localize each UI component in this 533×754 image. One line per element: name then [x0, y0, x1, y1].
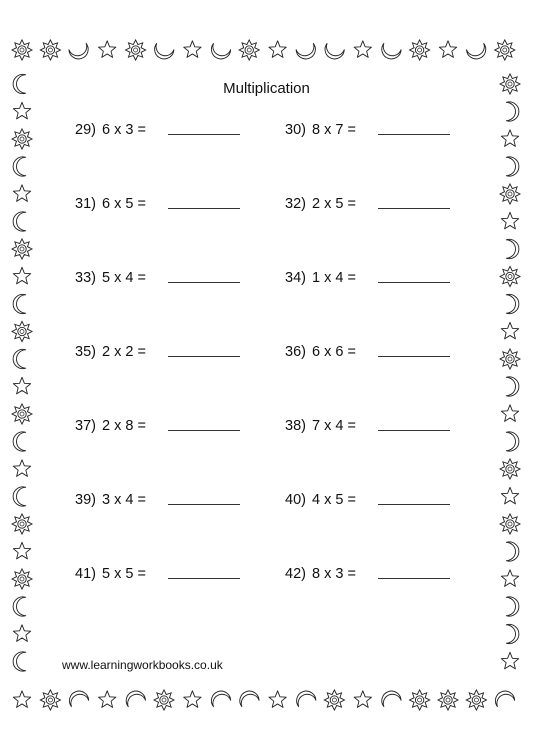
problem-number: 35)	[75, 344, 96, 360]
star-icon	[269, 691, 286, 708]
sun-icon	[410, 690, 430, 710]
answer-blank[interactable]	[168, 578, 240, 579]
problem-expression: 8 x 7 =	[312, 122, 356, 138]
answer-blank[interactable]	[378, 430, 450, 431]
sun-icon	[40, 40, 60, 60]
moon-icon	[69, 43, 91, 61]
sun-icon	[500, 349, 520, 369]
moon-icon	[13, 157, 26, 176]
star-icon	[13, 377, 30, 394]
star-icon	[13, 542, 30, 559]
moon-icon	[322, 43, 344, 61]
moon-icon	[466, 43, 488, 61]
moon-icon	[13, 212, 26, 231]
problem-expression: 1 x 4 =	[312, 270, 356, 286]
star-icon	[98, 41, 115, 58]
problem-expression: 4 x 5 =	[312, 492, 356, 508]
sun-icon	[495, 40, 515, 60]
problem-number: 31)	[75, 196, 96, 212]
answer-blank[interactable]	[378, 208, 450, 209]
problem-number: 39)	[75, 492, 96, 508]
star-icon	[13, 691, 30, 708]
answer-blank[interactable]	[378, 134, 450, 135]
sun-icon	[12, 40, 32, 60]
star-icon	[13, 185, 30, 202]
answer-blank[interactable]	[168, 282, 240, 283]
star-icon	[184, 41, 201, 58]
star-icon	[501, 322, 518, 339]
answer-blank[interactable]	[168, 430, 240, 431]
problem-expression: 2 x 2 =	[102, 344, 146, 360]
sun-icon	[12, 321, 32, 341]
sun-icon	[40, 690, 60, 710]
sun-icon	[12, 404, 32, 424]
star-icon	[501, 405, 518, 422]
sun-icon	[500, 184, 520, 204]
problem-number: 38)	[285, 418, 306, 434]
moon-icon	[209, 43, 231, 61]
moon-icon	[13, 597, 26, 616]
moon-icon	[506, 624, 519, 643]
moon-icon	[67, 688, 89, 706]
star-icon	[13, 460, 30, 477]
moon-icon	[506, 102, 519, 121]
moon-icon	[152, 43, 174, 61]
moon-icon	[493, 688, 515, 706]
problem-number: 42)	[285, 566, 306, 582]
moon-icon	[13, 487, 26, 506]
problem-number: 30)	[285, 122, 306, 138]
problem-expression: 5 x 4 =	[102, 270, 146, 286]
problem-expression: 8 x 3 =	[312, 566, 356, 582]
sun-icon	[12, 514, 32, 534]
sun-icon	[500, 459, 520, 479]
sun-icon	[466, 690, 486, 710]
moon-icon	[506, 239, 519, 258]
moon-icon	[124, 688, 146, 706]
moon-icon	[506, 294, 519, 313]
sun-icon	[239, 40, 259, 60]
answer-blank[interactable]	[378, 504, 450, 505]
star-icon	[501, 130, 518, 147]
star-icon	[439, 41, 456, 58]
problem-number: 41)	[75, 566, 96, 582]
problem-expression: 7 x 4 =	[312, 418, 356, 434]
problem-number: 40)	[285, 492, 306, 508]
moon-icon	[13, 294, 26, 313]
sun-icon	[12, 239, 32, 259]
star-icon	[269, 41, 286, 58]
problem-expression: 6 x 5 =	[102, 196, 146, 212]
star-icon	[501, 212, 518, 229]
sun-icon	[438, 690, 458, 710]
sun-icon	[12, 569, 32, 589]
star-icon	[501, 487, 518, 504]
problem-expression: 5 x 5 =	[102, 566, 146, 582]
moon-icon	[294, 688, 316, 706]
moon-icon	[506, 377, 519, 396]
answer-blank[interactable]	[168, 208, 240, 209]
star-icon	[354, 691, 371, 708]
answer-blank[interactable]	[378, 356, 450, 357]
star-icon	[13, 102, 30, 119]
moon-icon	[506, 597, 519, 616]
problem-number: 32)	[285, 196, 306, 212]
star-icon	[501, 570, 518, 587]
answer-blank[interactable]	[168, 504, 240, 505]
moon-icon	[506, 432, 519, 451]
problem-number: 29)	[75, 122, 96, 138]
problem-number: 37)	[75, 418, 96, 434]
problem-number: 36)	[285, 344, 306, 360]
moon-icon	[506, 157, 519, 176]
moon-icon	[379, 43, 401, 61]
problem-expression: 6 x 3 =	[102, 122, 146, 138]
problem-expression: 2 x 8 =	[102, 418, 146, 434]
answer-blank[interactable]	[168, 134, 240, 135]
problem-expression: 6 x 6 =	[312, 344, 356, 360]
sun-icon	[500, 266, 520, 286]
star-icon	[13, 625, 30, 642]
sun-icon	[126, 40, 146, 60]
star-icon	[13, 267, 30, 284]
moon-icon	[237, 688, 259, 706]
star-icon	[354, 41, 371, 58]
sun-icon	[324, 690, 344, 710]
star-icon	[98, 691, 115, 708]
sun-icon	[500, 514, 520, 534]
problem-number: 34)	[285, 270, 306, 286]
problem-expression: 2 x 5 =	[312, 196, 356, 212]
sun-icon	[154, 690, 174, 710]
footer-url: www.learningworkbooks.co.uk	[62, 658, 223, 672]
moon-icon	[209, 688, 231, 706]
sun-icon	[12, 129, 32, 149]
answer-blank[interactable]	[378, 578, 450, 579]
moon-icon	[379, 688, 401, 706]
problem-number: 33)	[75, 270, 96, 286]
moon-icon	[13, 652, 26, 671]
moon-icon	[13, 432, 26, 451]
moon-icon	[13, 349, 26, 368]
problem-expression: 3 x 4 =	[102, 492, 146, 508]
sun-icon	[410, 40, 430, 60]
star-icon	[184, 691, 201, 708]
worksheet-title: Multiplication	[223, 80, 310, 97]
star-icon	[501, 652, 518, 669]
moon-icon	[506, 542, 519, 561]
moon-icon	[296, 43, 318, 61]
answer-blank[interactable]	[168, 356, 240, 357]
answer-blank[interactable]	[378, 282, 450, 283]
